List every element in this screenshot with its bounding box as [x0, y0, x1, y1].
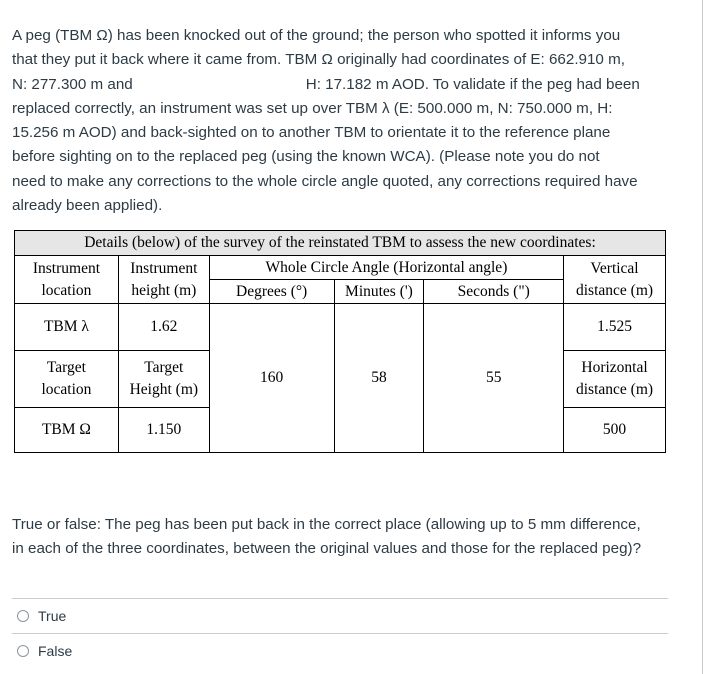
vertical-distance-cell: 1.525: [564, 304, 666, 351]
answer-label: True: [38, 608, 67, 624]
header-minutes: Minutes ('): [334, 280, 424, 304]
header-wca: Whole Circle Angle (Horizontal angle): [209, 256, 563, 280]
radio-button[interactable]: [17, 645, 29, 657]
header-text: Height (m): [129, 381, 199, 398]
question-line-part: N: 277.300 m and: [12, 75, 133, 93]
target-height-cell: 1.150: [118, 408, 209, 453]
header-text: distance (m): [576, 381, 654, 398]
horizontal-distance-cell: 500: [564, 408, 666, 453]
header-text: height (m): [131, 281, 197, 299]
instrument-height-cell: 1.62: [118, 304, 209, 351]
header-text: Target: [46, 359, 86, 376]
question-line: [12, 73, 672, 97]
radio-button[interactable]: [17, 610, 29, 622]
question-line: that they put it back where it came from. TBM Ω originally had coordinates of E: 662.910 m,: [12, 51, 625, 69]
header-text: location: [41, 381, 92, 398]
table-title: Details (below) of the survey of the reinstated TBM to assess the new coordinates:: [15, 231, 666, 256]
target-location-cell: TBM Ω: [15, 408, 119, 453]
question-line: 15.256 m AOD) and back-sighted on to another TBM to orientate it to the reference plane: [12, 124, 611, 142]
header-instrument-height: [118, 256, 209, 304]
question-text: [12, 24, 672, 218]
answer-false[interactable]: [12, 633, 668, 668]
question-line: True or false: The peg has been put back in the correct place (allowing up to 5 mm difference,: [12, 516, 641, 533]
survey-details-table: [14, 230, 666, 453]
degrees-cell: 160: [209, 304, 334, 453]
true-false-question: [12, 513, 682, 562]
question-line: before sighting on to the replaced peg (using the known WCA). (Please note you do not: [12, 148, 600, 166]
header-target-height: [118, 351, 209, 408]
question-line: already been applied).: [12, 197, 163, 215]
question-line: need to make any corrections to the whole circle angle quoted, any corrections required have: [12, 172, 638, 190]
header-instrument-location: [15, 256, 119, 304]
header-text: Instrument: [32, 259, 101, 277]
header-text: Target: [144, 359, 184, 376]
answer-label: False: [38, 643, 73, 659]
question-line: in each of the three coordinates, between the original values and those for the replaced peg)?: [12, 540, 642, 558]
header-text: Horizontal: [581, 359, 648, 376]
answer-options: [12, 598, 668, 668]
minutes-cell: 58: [334, 304, 424, 453]
question-line: replaced correctly, an instrument was set up over TBM λ (E: 500.000 m, N: 750.000 m, H:: [12, 99, 613, 117]
header-vertical-distance: [564, 256, 666, 304]
header-horizontal-distance: [564, 351, 666, 408]
question-line-part: H: 17.182 m AOD. To validate if the peg had been: [305, 75, 640, 93]
header-degrees: Degrees (°): [209, 280, 334, 304]
instrument-row: [15, 304, 666, 351]
header-text: Instrument: [130, 259, 198, 277]
table-title-row: [15, 231, 666, 256]
seconds-cell: 55: [424, 304, 564, 453]
header-target-location: [15, 351, 119, 408]
answer-true[interactable]: [12, 598, 668, 633]
question-line: A peg (TBM Ω) has been knocked out of the ground; the person who spotted it informs you: [12, 27, 621, 44]
header-text: location: [41, 281, 92, 299]
header-text: Vertical: [590, 259, 639, 277]
instrument-location-cell: TBM λ: [15, 304, 119, 351]
header-row: [15, 256, 666, 280]
header-text: distance (m): [576, 281, 654, 299]
header-seconds: Seconds ("): [424, 280, 564, 304]
